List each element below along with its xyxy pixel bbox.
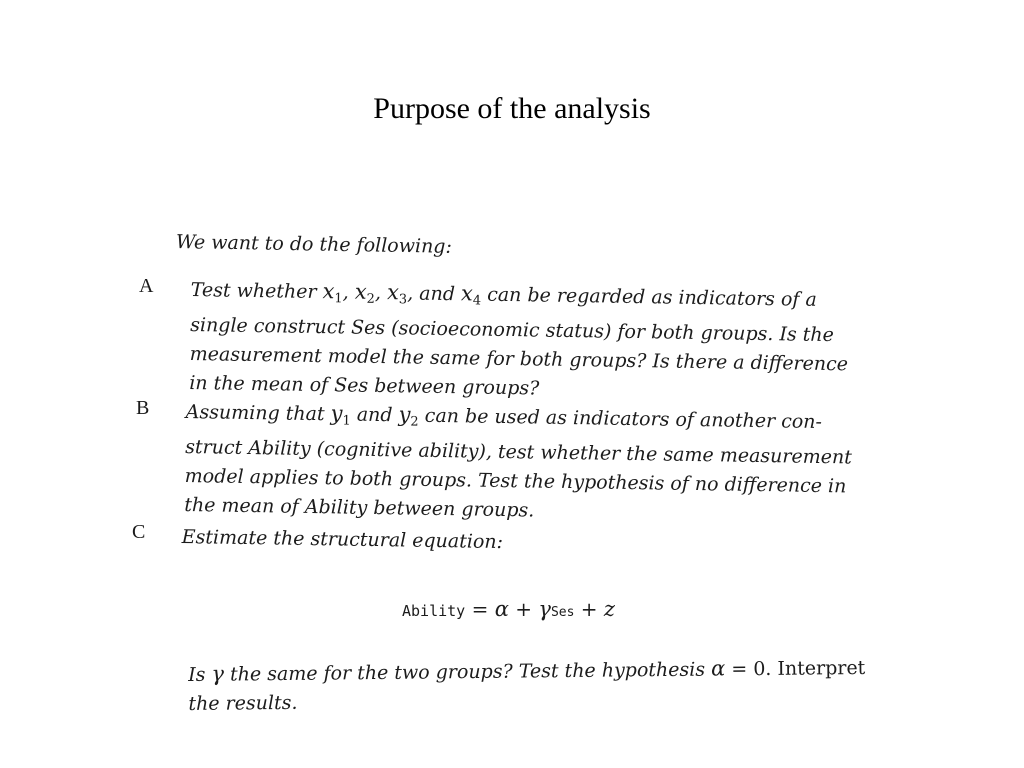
- equation-equals: =: [471, 597, 489, 621]
- closing-line-1: Is γ the same for the two groups? Test the hypothesis α = 0. Interpret: [188, 656, 866, 686]
- equation-z: z: [603, 597, 615, 621]
- item-a-text: [189, 275, 849, 408]
- equation-plus-2: +: [580, 597, 598, 621]
- item-b-line-4: the mean of Ability between groups.: [184, 493, 535, 522]
- item-c-letter: C: [132, 521, 146, 543]
- intro-text: We want to do the following:: [175, 231, 453, 258]
- item-b-text: [184, 397, 853, 530]
- item-a-line-2: single construct Ses (socioeconomic status) for both groups. Is the: [190, 313, 835, 347]
- equation-alpha: α: [494, 597, 509, 621]
- closing-line-2: the results.: [188, 691, 298, 715]
- item-b-line-2: struct Ability (cognitive ability), test whether the same measurement: [185, 435, 852, 469]
- item-a-line-1: Test whether $x_1$, $x_2$, $x_3$, and $x_4$ can be regarded as indicators of a: [190, 278, 817, 311]
- equation-gamma: γ: [538, 597, 551, 621]
- page-title: Purpose of the analysis: [373, 92, 651, 125]
- item-b-line-1: Assuming that $y_1$ and $y_2$ can be used as indicators of another con-: [185, 400, 823, 433]
- item-a-line-3: measurement model the same for both groups? Is there a difference: [189, 342, 849, 376]
- item-a-line-4: in the mean of Ses between groups?: [189, 371, 540, 400]
- item-c-line-1: Estimate the structural equation:: [181, 525, 504, 554]
- item-a-letter: A: [139, 275, 154, 297]
- item-b-line-3: model applies to both groups. Test the hypothesis of no difference in: [184, 464, 847, 498]
- item-b-letter: B: [136, 397, 150, 419]
- structural-equation: [402, 597, 615, 621]
- equation-plus-1: +: [515, 597, 533, 621]
- equation-ses: Ses: [550, 605, 575, 620]
- closing-text: [188, 653, 866, 719]
- item-c-text: [182, 523, 504, 557]
- equation-lhs: Ability: [402, 602, 466, 620]
